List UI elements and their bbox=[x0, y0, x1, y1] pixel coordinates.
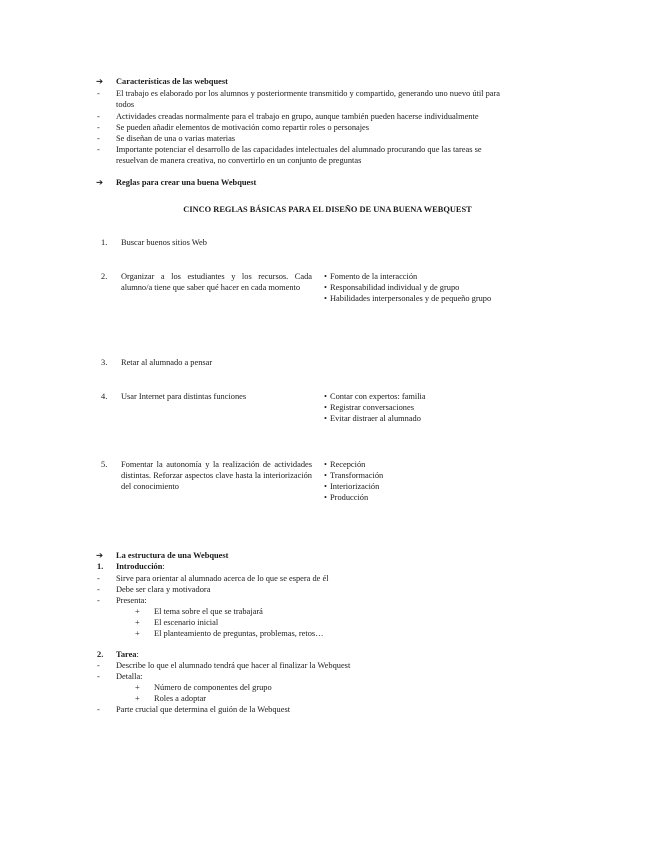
sub-list-item: El tema sobre el que se trabajará bbox=[154, 607, 263, 616]
list-item: Debe ser clara y motivadora bbox=[116, 585, 211, 594]
bullet-marker: • bbox=[324, 471, 327, 480]
list-item: Importante potenciar el desarrollo de las capacidades intelectuales del alumnado procurando que las tareas se bbox=[116, 145, 482, 154]
bullet-marker: • bbox=[324, 283, 327, 292]
arrow-icon: ➔ bbox=[96, 178, 104, 187]
bullet-marker: • bbox=[324, 392, 327, 401]
rule-number: 3. bbox=[101, 358, 108, 367]
colon: : bbox=[136, 650, 139, 659]
dash-marker: - bbox=[97, 672, 100, 681]
rule-text: Buscar buenos sitios Web bbox=[121, 238, 207, 247]
bullet-marker: • bbox=[324, 403, 327, 412]
rule-bullet: Evitar distraer al alumnado bbox=[330, 414, 421, 423]
list-item: Se pueden añadir elementos de motivación como repartir roles o personajes bbox=[116, 123, 370, 132]
rule-text: Organizar a los estudiantes y los recursos. Cada alumno/a tiene que saber qué hacer en cada momento bbox=[121, 272, 312, 292]
part-number: 2. bbox=[97, 650, 104, 659]
dash-marker: - bbox=[97, 89, 100, 98]
dash-marker: - bbox=[97, 574, 100, 583]
section-heading-caracteristicas: Características de las webquest bbox=[116, 77, 228, 86]
part-title-introduccion bbox=[116, 561, 165, 572]
bullet-marker: • bbox=[324, 414, 327, 423]
part-title-text: Tarea bbox=[116, 650, 137, 659]
rule-text: Retar al alumnado a pensar bbox=[121, 358, 213, 367]
rule-bullet: Interiorización bbox=[330, 482, 380, 491]
dash-marker: - bbox=[97, 705, 100, 714]
section-heading-estructura: La estructura de una Webquest bbox=[116, 551, 229, 560]
section-heading-reglas: Reglas para crear una buena Webquest bbox=[116, 178, 257, 187]
colon: : bbox=[162, 562, 165, 571]
part-number: 1. bbox=[97, 562, 104, 571]
rule-number: 4. bbox=[101, 392, 108, 401]
bullet-marker: • bbox=[324, 294, 327, 303]
list-item: Parte crucial que determina el guión de la Webquest bbox=[116, 705, 291, 714]
rules-title: CINCO REGLAS BÁSICAS PARA EL DISEÑO DE UNA BUENA WEBQUEST bbox=[183, 205, 472, 214]
dash-marker: - bbox=[97, 661, 100, 670]
plus-marker: + bbox=[135, 607, 140, 616]
list-item: Detalla: bbox=[116, 672, 143, 681]
dash-marker: - bbox=[97, 112, 100, 121]
rule-bullet: Fomento de la interacción bbox=[330, 272, 418, 281]
part-title-tarea bbox=[116, 649, 139, 660]
rule-bullet: Contar con expertos: familia bbox=[330, 392, 426, 401]
arrow-icon: ➔ bbox=[96, 551, 104, 560]
list-item: Sirve para orientar al alumnado acerca de lo que se espera de él bbox=[116, 574, 329, 583]
bullet-marker: • bbox=[324, 272, 327, 281]
bullet-marker: • bbox=[324, 482, 327, 491]
bullet-marker: • bbox=[324, 493, 327, 502]
part-title-text: Introducción bbox=[116, 562, 163, 571]
sub-list-item: El escenario inicial bbox=[154, 618, 219, 627]
sub-list-item: Roles a adoptar bbox=[154, 694, 207, 703]
sub-list-item: El planteamiento de preguntas, problemas, retos… bbox=[154, 629, 324, 638]
rule-bullet: Habilidades interpersonales y de pequeño grupo bbox=[330, 294, 492, 303]
rule-bullet: Registrar conversaciones bbox=[330, 403, 414, 412]
list-item: Se diseñan de una o varias materias bbox=[116, 134, 236, 143]
dash-marker: - bbox=[97, 134, 100, 143]
rule-number: 2. bbox=[101, 272, 108, 281]
rule-text: Fomentar la autonomía y la realización de actividades distintas. Reforzar aspectos clave hasta la interiorización del conocimiento bbox=[121, 460, 312, 491]
sub-list-item: Número de componentes del grupo bbox=[154, 683, 272, 692]
dash-marker: - bbox=[97, 123, 100, 132]
rule-text: Usar Internet para distintas funciones bbox=[121, 392, 247, 401]
list-item: Presenta: bbox=[116, 596, 147, 605]
bullet-marker: • bbox=[324, 460, 327, 469]
rule-bullet: Recepción bbox=[330, 460, 366, 469]
list-item: El trabajo es elaborado por los alumnos y posteriormente transmitido y compartido, generando uno nuevo útil para bbox=[116, 89, 500, 98]
list-item: Describe lo que el alumnado tendrá que hacer al finalizar la Webquest bbox=[116, 661, 351, 670]
rule-number: 5. bbox=[101, 460, 108, 469]
list-item-continuation: todos bbox=[116, 100, 135, 109]
rule-number: 1. bbox=[101, 238, 108, 247]
dash-marker: - bbox=[97, 596, 100, 605]
rule-bullet: Transformación bbox=[330, 471, 384, 480]
rule-bullet: Responsabilidad individual y de grupo bbox=[330, 283, 460, 292]
plus-marker: + bbox=[135, 618, 140, 627]
list-item-continuation: resuelvan de manera creativa, no convertirlo en un conjunto de preguntas bbox=[116, 156, 362, 165]
plus-marker: + bbox=[135, 629, 140, 638]
list-item: Actividades creadas normalmente para el trabajo en grupo, aunque también pueden hacerse individualmente bbox=[116, 112, 479, 121]
plus-marker: + bbox=[135, 694, 140, 703]
dash-marker: - bbox=[97, 145, 100, 154]
dash-marker: - bbox=[97, 585, 100, 594]
arrow-icon: ➔ bbox=[96, 77, 104, 86]
plus-marker: + bbox=[135, 683, 140, 692]
rule-bullet: Producción bbox=[330, 493, 369, 502]
